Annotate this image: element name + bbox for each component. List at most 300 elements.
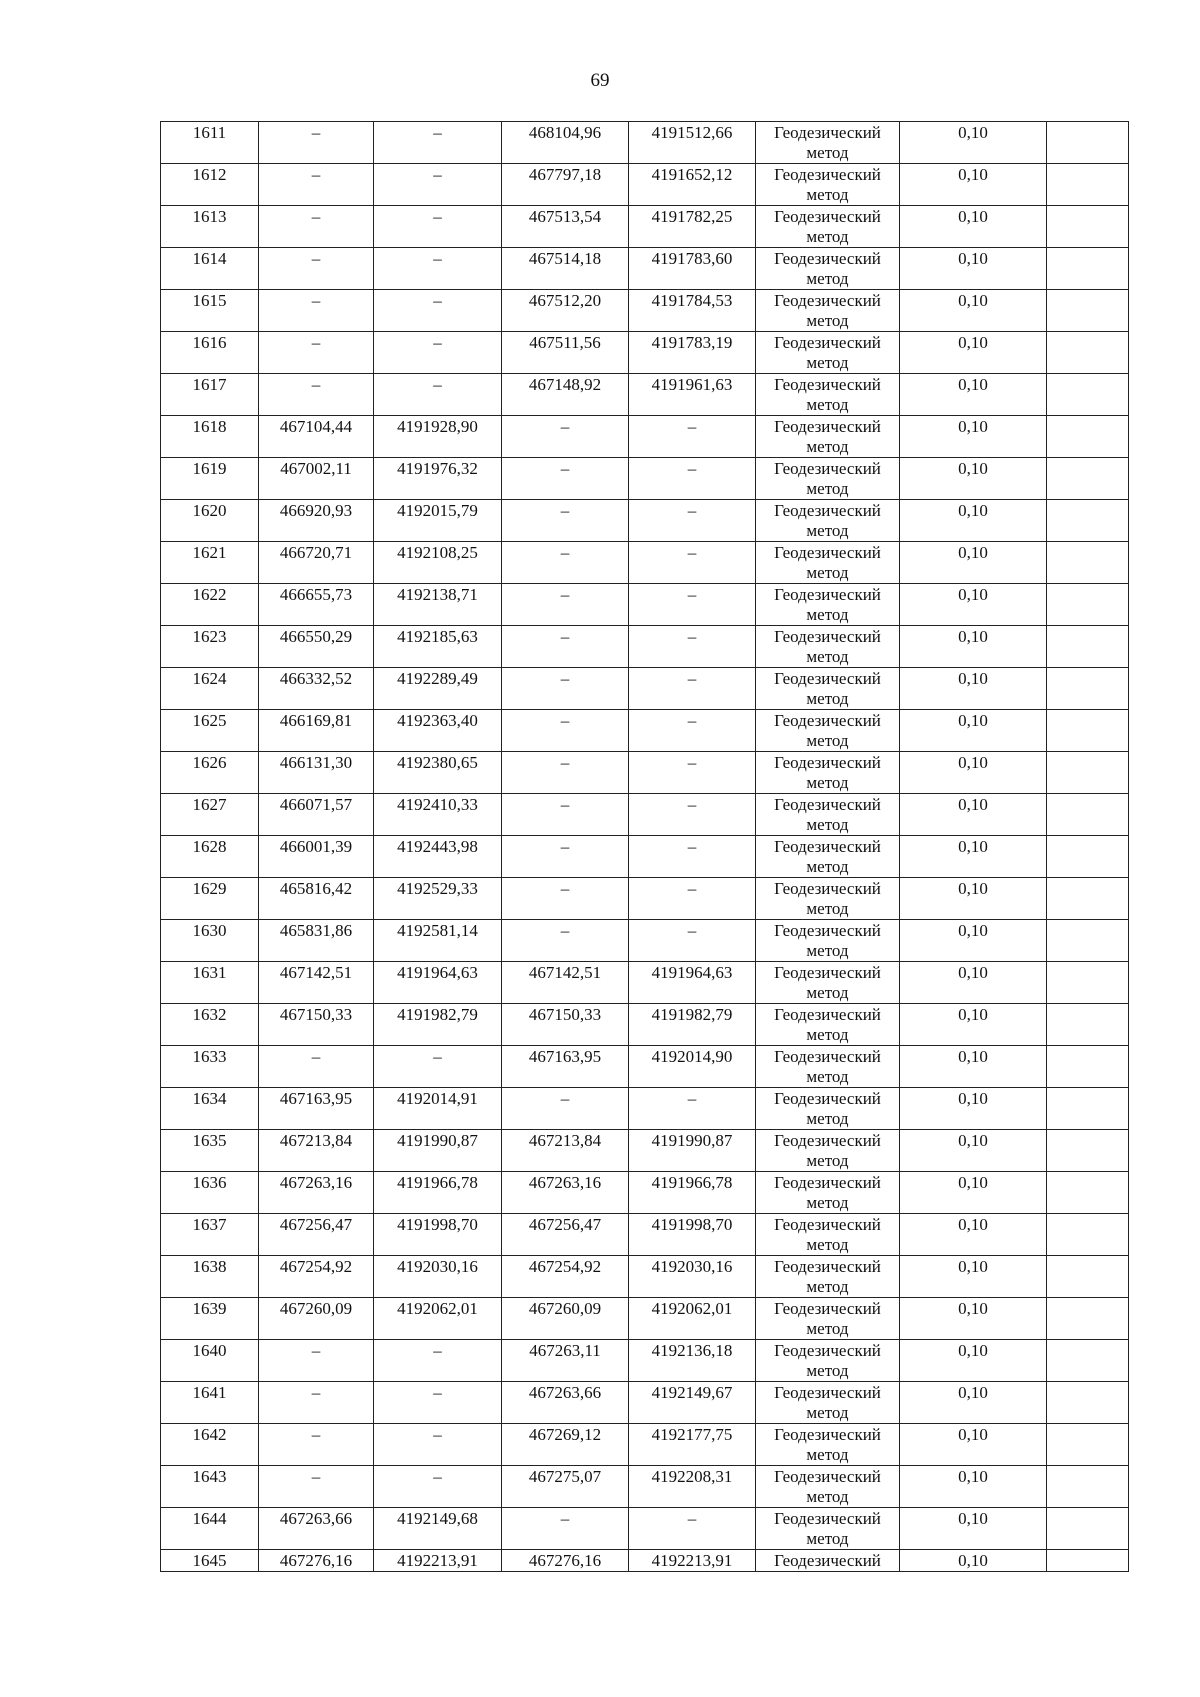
new-y-cell	[629, 836, 756, 878]
method-line-2: метод	[806, 311, 849, 330]
method-cell	[756, 1172, 900, 1214]
existing-x-cell	[259, 1508, 374, 1550]
new-x-cell-value: 467263,66	[528, 1383, 602, 1402]
new-x-cell-value: 467150,33	[528, 1005, 602, 1024]
method-line-2: метод	[806, 227, 849, 246]
point-id-cell	[161, 1214, 259, 1256]
accuracy-cell	[900, 962, 1047, 1004]
new-y-cell	[629, 962, 756, 1004]
new-y-cell-value: 4191652,12	[651, 165, 733, 184]
method-cell	[756, 710, 900, 752]
point-id-cell	[161, 626, 259, 668]
method-cell	[756, 1340, 900, 1382]
table-row	[161, 626, 1129, 668]
table-row	[161, 416, 1129, 458]
point-id-cell	[161, 458, 259, 500]
method-cell	[756, 1550, 900, 1572]
existing-x-cell	[259, 206, 374, 248]
accuracy-value: 0,10	[958, 1089, 988, 1108]
point-id-cell	[161, 794, 259, 836]
accuracy-value: 0,10	[958, 543, 988, 562]
method-line-2: метод	[806, 983, 849, 1002]
existing-y-cell-value: –	[433, 1341, 442, 1360]
new-x-cell	[502, 1046, 629, 1088]
method-cell	[756, 500, 900, 542]
new-y-cell	[629, 794, 756, 836]
empty-cell	[1047, 122, 1129, 164]
point-id-cell	[161, 122, 259, 164]
method-line-2: метод	[806, 1151, 849, 1170]
existing-x-cell-value: –	[311, 1425, 321, 1444]
new-y-cell	[629, 1130, 756, 1172]
point-id-cell	[161, 1004, 259, 1046]
method-line-2: метод	[806, 563, 849, 582]
new-y-cell	[629, 416, 756, 458]
point-id-cell	[161, 836, 259, 878]
existing-y-cell	[374, 1004, 502, 1046]
new-y-cell	[629, 1508, 756, 1550]
table-body	[161, 122, 1129, 1572]
accuracy-value: 0,10	[958, 1173, 988, 1192]
new-y-cell-value: 4191512,66	[651, 123, 733, 142]
new-x-cell-value: 468104,96	[528, 123, 602, 142]
method-line-2: метод	[806, 1403, 849, 1422]
new-y-cell-value: 4191998,70	[651, 1215, 733, 1234]
table-row	[161, 248, 1129, 290]
accuracy-value: 0,10	[958, 333, 988, 352]
accuracy-cell	[900, 1340, 1047, 1382]
new-y-cell	[629, 206, 756, 248]
new-x-cell	[502, 1214, 629, 1256]
existing-y-cell-value: 4192581,14	[397, 921, 478, 940]
accuracy-cell	[900, 878, 1047, 920]
new-y-cell-value: 4191783,60	[651, 249, 733, 268]
new-x-cell	[502, 1256, 629, 1298]
coordinates-table	[160, 121, 1129, 1572]
new-y-cell	[629, 1172, 756, 1214]
new-x-cell	[502, 794, 629, 836]
existing-y-cell-value: 4191998,70	[397, 1215, 478, 1234]
method-line-1: Геодезический	[774, 1551, 881, 1570]
table-row	[161, 332, 1129, 374]
method-cell	[756, 584, 900, 626]
new-y-cell-value: 4192062,01	[651, 1299, 733, 1318]
point-id-cell	[161, 752, 259, 794]
new-x-cell	[502, 1382, 629, 1424]
empty-cell	[1047, 1130, 1129, 1172]
method-line-2: метод	[806, 479, 849, 498]
existing-y-cell	[374, 1424, 502, 1466]
existing-y-cell-value: –	[433, 1425, 442, 1444]
existing-x-cell-value: 467150,33	[279, 1005, 353, 1024]
new-x-cell-value: 467269,12	[528, 1425, 602, 1444]
method-line-1: Геодезический	[774, 1005, 881, 1024]
existing-x-cell-value: –	[311, 1047, 321, 1066]
point-id-cell	[161, 248, 259, 290]
existing-y-cell	[374, 1382, 502, 1424]
method-line-1: Геодезический	[774, 459, 881, 478]
new-x-cell-value: 467263,16	[528, 1173, 602, 1192]
existing-x-cell-value: 466550,29	[279, 627, 353, 646]
table-row	[161, 1550, 1129, 1572]
empty-cell	[1047, 1256, 1129, 1298]
existing-x-cell-value: 466001,39	[279, 837, 353, 856]
point-id-cell-value: 1633	[192, 1047, 227, 1066]
existing-y-cell	[374, 752, 502, 794]
accuracy-value: 0,10	[958, 375, 988, 394]
new-y-cell	[629, 878, 756, 920]
method-line-1: Геодезический	[774, 1383, 881, 1402]
accuracy-cell	[900, 1424, 1047, 1466]
new-x-cell	[502, 248, 629, 290]
table-row	[161, 122, 1129, 164]
point-id-cell-value: 1612	[192, 165, 227, 184]
accuracy-cell	[900, 1256, 1047, 1298]
existing-x-cell	[259, 164, 374, 206]
existing-y-cell	[374, 500, 502, 542]
method-line-1: Геодезический	[774, 1089, 881, 1108]
existing-x-cell	[259, 836, 374, 878]
existing-y-cell	[374, 1046, 502, 1088]
new-x-cell	[502, 374, 629, 416]
new-x-cell	[502, 1088, 629, 1130]
method-cell	[756, 1424, 900, 1466]
new-y-cell	[629, 1298, 756, 1340]
accuracy-cell	[900, 122, 1047, 164]
new-x-cell	[502, 752, 629, 794]
accuracy-value: 0,10	[958, 291, 988, 310]
method-cell	[756, 1256, 900, 1298]
point-id-cell-value: 1643	[192, 1467, 227, 1486]
existing-x-cell	[259, 458, 374, 500]
table-row	[161, 1256, 1129, 1298]
point-id-cell	[161, 878, 259, 920]
point-id-cell-value: 1634	[192, 1089, 227, 1108]
point-id-cell-value: 1619	[192, 459, 227, 478]
accuracy-cell	[900, 416, 1047, 458]
new-y-cell-value: 4192208,31	[651, 1467, 733, 1486]
method-cell	[756, 1004, 900, 1046]
new-y-cell	[629, 1466, 756, 1508]
new-y-cell-value: 4192014,90	[651, 1047, 733, 1066]
method-line-2: метод	[806, 395, 849, 414]
new-y-cell-value: –	[687, 921, 697, 940]
new-x-cell	[502, 962, 629, 1004]
existing-y-cell-value: –	[433, 1467, 442, 1486]
new-x-cell	[502, 1550, 629, 1572]
existing-x-cell-value: 465816,42	[279, 879, 353, 898]
accuracy-cell	[900, 164, 1047, 206]
method-cell	[756, 248, 900, 290]
new-x-cell-value: 467511,56	[529, 333, 601, 352]
existing-y-cell	[374, 1088, 502, 1130]
new-y-cell	[629, 500, 756, 542]
point-id-cell-value: 1645	[192, 1551, 227, 1570]
method-cell	[756, 794, 900, 836]
accuracy-cell	[900, 1508, 1047, 1550]
existing-y-cell-value: 4191982,79	[397, 1005, 478, 1024]
existing-y-cell-value: 4191990,87	[397, 1131, 478, 1150]
empty-cell	[1047, 374, 1129, 416]
method-cell	[756, 542, 900, 584]
accuracy-cell	[900, 836, 1047, 878]
point-id-cell	[161, 710, 259, 752]
existing-y-cell	[374, 1340, 502, 1382]
new-x-cell-value: –	[560, 921, 570, 940]
accuracy-value: 0,10	[958, 1131, 988, 1150]
empty-cell	[1047, 1382, 1129, 1424]
existing-y-cell	[374, 920, 502, 962]
accuracy-cell	[900, 1466, 1047, 1508]
new-y-cell-value: 4191966,78	[651, 1173, 733, 1192]
new-x-cell-value: 467275,07	[528, 1467, 602, 1486]
method-cell	[756, 1130, 900, 1172]
point-id-cell-value: 1616	[192, 333, 227, 352]
point-id-cell-value: 1631	[192, 963, 227, 982]
table-row	[161, 290, 1129, 332]
method-line-2: метод	[806, 1235, 849, 1254]
empty-cell	[1047, 416, 1129, 458]
table-row	[161, 1172, 1129, 1214]
existing-x-cell-value: 466169,81	[279, 711, 353, 730]
new-x-cell-value: –	[560, 417, 570, 436]
accuracy-cell	[900, 1130, 1047, 1172]
existing-y-cell	[374, 584, 502, 626]
method-cell	[756, 416, 900, 458]
point-id-cell-value: 1611	[192, 123, 227, 142]
accuracy-value: 0,10	[958, 669, 988, 688]
accuracy-value: 0,10	[958, 459, 988, 478]
existing-x-cell-value: 466655,73	[279, 585, 353, 604]
method-line-2: метод	[806, 1487, 849, 1506]
accuracy-cell	[900, 1172, 1047, 1214]
accuracy-cell	[900, 1088, 1047, 1130]
method-line-2: метод	[806, 689, 849, 708]
empty-cell	[1047, 920, 1129, 962]
existing-x-cell	[259, 500, 374, 542]
method-cell	[756, 1466, 900, 1508]
existing-y-cell	[374, 626, 502, 668]
method-cell	[756, 668, 900, 710]
method-line-2: метод	[806, 857, 849, 876]
method-cell	[756, 962, 900, 1004]
point-id-cell	[161, 542, 259, 584]
existing-x-cell-value: 466071,57	[279, 795, 353, 814]
existing-y-cell	[374, 962, 502, 1004]
accuracy-value: 0,10	[958, 1551, 988, 1570]
existing-y-cell-value: –	[433, 1383, 442, 1402]
new-y-cell-value: –	[687, 753, 697, 772]
existing-y-cell-value: –	[433, 333, 442, 352]
accuracy-cell	[900, 374, 1047, 416]
method-line-1: Геодезический	[774, 543, 881, 562]
existing-x-cell	[259, 374, 374, 416]
existing-y-cell-value: 4192014,91	[397, 1089, 478, 1108]
accuracy-value: 0,10	[958, 1383, 988, 1402]
existing-y-cell-value: 4192380,65	[397, 753, 478, 772]
method-line-1: Геодезический	[774, 795, 881, 814]
accuracy-value: 0,10	[958, 921, 988, 940]
accuracy-cell	[900, 290, 1047, 332]
accuracy-value: 0,10	[958, 963, 988, 982]
point-id-cell-value: 1626	[192, 753, 227, 772]
method-line-1: Геодезический	[774, 753, 881, 772]
new-x-cell	[502, 1508, 629, 1550]
accuracy-cell	[900, 1382, 1047, 1424]
point-id-cell	[161, 164, 259, 206]
accuracy-cell	[900, 794, 1047, 836]
method-line-1: Геодезический	[774, 333, 881, 352]
method-line-1: Геодезический	[774, 375, 881, 394]
existing-x-cell-value: 467163,95	[279, 1089, 353, 1108]
point-id-cell-value: 1615	[192, 291, 227, 310]
existing-x-cell-value: –	[311, 207, 321, 226]
new-x-cell	[502, 500, 629, 542]
existing-x-cell	[259, 1550, 374, 1572]
existing-x-cell	[259, 416, 374, 458]
table-row	[161, 962, 1129, 1004]
existing-x-cell-value: 467254,92	[279, 1257, 353, 1276]
new-y-cell	[629, 1214, 756, 1256]
new-y-cell-value: –	[687, 795, 697, 814]
new-x-cell-value: –	[560, 1509, 570, 1528]
empty-cell	[1047, 206, 1129, 248]
existing-y-cell-value: 4192149,68	[397, 1509, 478, 1528]
new-y-cell-value: –	[687, 627, 697, 646]
empty-cell	[1047, 1424, 1129, 1466]
table-row	[161, 668, 1129, 710]
point-id-cell	[161, 962, 259, 1004]
existing-y-cell	[374, 542, 502, 584]
new-y-cell-value: 4191961,63	[651, 375, 733, 394]
point-id-cell-value: 1639	[192, 1299, 227, 1318]
existing-y-cell-value: 4192030,16	[397, 1257, 478, 1276]
new-x-cell-value: –	[560, 837, 570, 856]
accuracy-value: 0,10	[958, 1257, 988, 1276]
existing-y-cell-value: 4192108,25	[397, 543, 478, 562]
new-x-cell	[502, 668, 629, 710]
new-y-cell	[629, 332, 756, 374]
new-y-cell	[629, 1004, 756, 1046]
new-x-cell-value: –	[560, 1089, 570, 1108]
existing-y-cell-value: 4192410,33	[397, 795, 478, 814]
accuracy-cell	[900, 500, 1047, 542]
point-id-cell-value: 1614	[192, 249, 227, 268]
point-id-cell	[161, 1550, 259, 1572]
method-cell	[756, 458, 900, 500]
new-y-cell-value: –	[687, 417, 697, 436]
existing-y-cell	[374, 458, 502, 500]
existing-x-cell-value: 466720,71	[279, 543, 353, 562]
existing-x-cell	[259, 332, 374, 374]
method-line-1: Геодезический	[774, 1299, 881, 1318]
existing-y-cell	[374, 710, 502, 752]
new-x-cell-value: 467263,11	[529, 1341, 601, 1360]
new-x-cell	[502, 584, 629, 626]
existing-y-cell	[374, 1256, 502, 1298]
existing-x-cell	[259, 626, 374, 668]
point-id-cell	[161, 332, 259, 374]
accuracy-value: 0,10	[958, 249, 988, 268]
table-row	[161, 710, 1129, 752]
method-line-2: метод	[806, 1277, 849, 1296]
new-y-cell	[629, 542, 756, 584]
accuracy-cell	[900, 542, 1047, 584]
existing-x-cell	[259, 1088, 374, 1130]
existing-x-cell	[259, 542, 374, 584]
table-row	[161, 1508, 1129, 1550]
empty-cell	[1047, 962, 1129, 1004]
new-y-cell-value: –	[687, 1089, 697, 1108]
point-id-cell-value: 1624	[192, 669, 227, 688]
method-line-2: метод	[806, 185, 849, 204]
existing-x-cell	[259, 1172, 374, 1214]
point-id-cell	[161, 1298, 259, 1340]
table-row	[161, 836, 1129, 878]
existing-y-cell-value: –	[433, 1047, 442, 1066]
existing-x-cell	[259, 248, 374, 290]
new-x-cell	[502, 122, 629, 164]
method-line-1: Геодезический	[774, 963, 881, 982]
new-x-cell-value: –	[560, 753, 570, 772]
method-line-2: метод	[806, 815, 849, 834]
new-x-cell	[502, 836, 629, 878]
new-y-cell-value: 4191982,79	[651, 1005, 733, 1024]
method-cell	[756, 1382, 900, 1424]
existing-y-cell	[374, 206, 502, 248]
method-line-2: метод	[806, 647, 849, 666]
new-x-cell-value: 467254,92	[528, 1257, 602, 1276]
new-y-cell-value: –	[687, 669, 697, 688]
method-cell	[756, 878, 900, 920]
method-line-1: Геодезический	[774, 627, 881, 646]
new-y-cell	[629, 290, 756, 332]
table-row	[161, 500, 1129, 542]
point-id-cell	[161, 668, 259, 710]
point-id-cell-value: 1641	[192, 1383, 227, 1402]
existing-x-cell	[259, 1424, 374, 1466]
point-id-cell	[161, 416, 259, 458]
existing-y-cell-value: 4192529,33	[397, 879, 478, 898]
method-line-2: метод	[806, 1319, 849, 1338]
point-id-cell	[161, 1466, 259, 1508]
table-row	[161, 1088, 1129, 1130]
existing-x-cell-value: –	[311, 249, 321, 268]
method-cell	[756, 626, 900, 668]
existing-y-cell	[374, 1508, 502, 1550]
empty-cell	[1047, 1088, 1129, 1130]
new-y-cell-value: –	[687, 711, 697, 730]
point-id-cell-value: 1622	[192, 585, 227, 604]
method-cell	[756, 752, 900, 794]
method-cell	[756, 206, 900, 248]
empty-cell	[1047, 1340, 1129, 1382]
accuracy-value: 0,10	[958, 753, 988, 772]
new-x-cell	[502, 1340, 629, 1382]
table-row	[161, 794, 1129, 836]
method-line-1: Геодезический	[774, 1341, 881, 1360]
existing-x-cell	[259, 920, 374, 962]
point-id-cell	[161, 374, 259, 416]
table-row	[161, 584, 1129, 626]
table-row	[161, 1298, 1129, 1340]
existing-x-cell	[259, 1046, 374, 1088]
empty-cell	[1047, 668, 1129, 710]
accuracy-value: 0,10	[958, 837, 988, 856]
existing-x-cell	[259, 1298, 374, 1340]
existing-y-cell-value: 4192062,01	[397, 1299, 478, 1318]
accuracy-value: 0,10	[958, 1005, 988, 1024]
